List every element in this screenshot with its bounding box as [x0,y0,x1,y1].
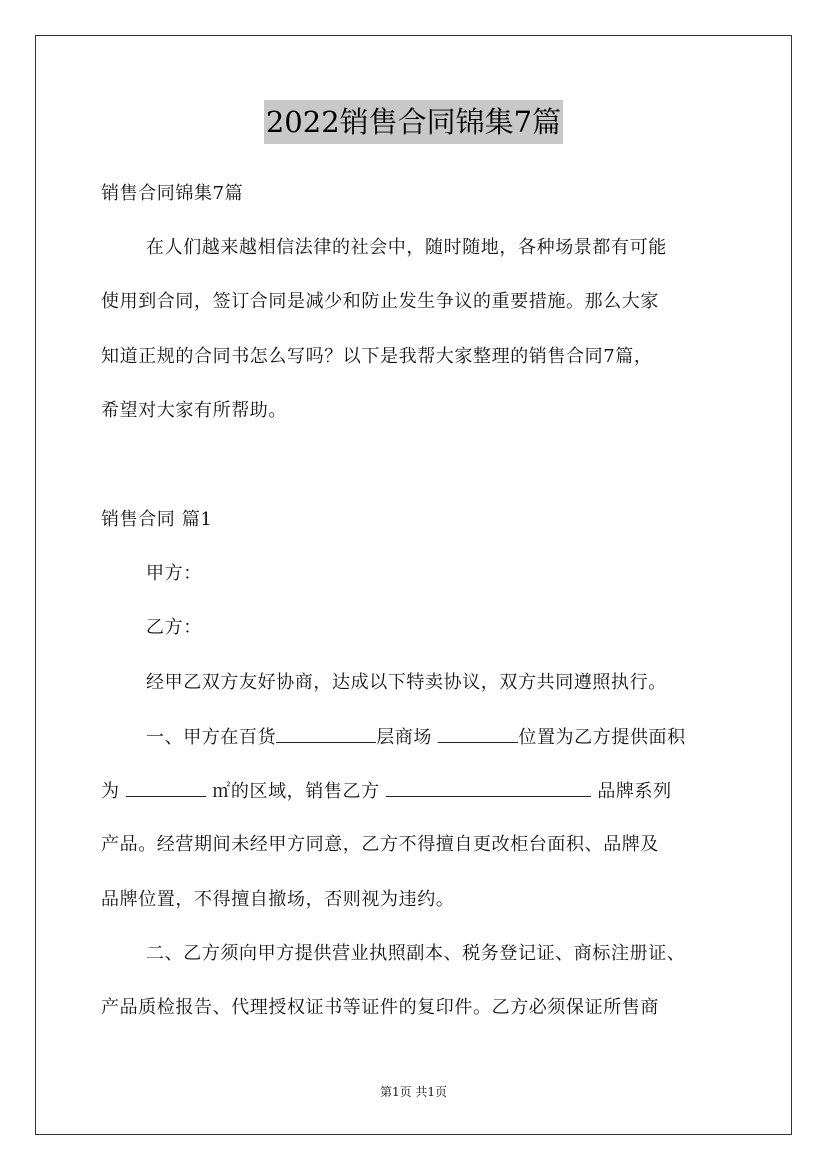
clause1-text-e: ㎡的区域，销售乙方 [212,781,380,802]
subtitle: 销售合同锦集7篇 [101,183,244,204]
clause1-text-d: 为 [101,781,120,802]
intro-line-2: 使用到合同，签订合同是减少和防止发生争议的重要措施。那么大家 [101,291,659,312]
document-title: 2022销售合同锦集7篇 [264,100,563,144]
clause2-line1: 二、乙方须向甲方提供营业执照副本、税务登记证、商标注册证、 [146,943,686,964]
clause1-text-f: 品牌系列 [597,781,672,802]
intro-line-3: 知道正规的合同书怎么写吗？以下是我帮大家整理的销售合同7篇， [101,346,653,367]
brand-blank [386,779,591,797]
clause1-line4: 品牌位置，不得擅自撤场，否则视为违约。 [101,889,455,910]
section-heading: 销售合同 篇1 [101,509,213,530]
agreement-line: 经甲乙双方友好协商，达成以下特卖协议，双方共同遵照执行。 [146,672,667,693]
title-container [0,100,827,144]
clause1-line3: 产品。经营期间未经甲方同意，乙方不得擅自更改柜台面积、品牌及 [101,834,659,855]
intro-line-1: 在人们越来越相信法律的社会中，随时随地，各种场景都有可能 [146,237,667,258]
clause1-text-b: 层商场 [376,727,433,748]
clause2-line2: 产品质检报告、代理授权证书等证件的复印件。乙方必须保证所售商 [101,997,659,1018]
location-blank [438,725,518,743]
page-footer: 第1页 共1页 [379,1085,448,1099]
area-blank [126,779,206,797]
intro-line-4: 希望对大家有所帮助。 [101,400,287,421]
party-b-line: 乙方： [146,617,202,638]
party-a-line: 甲方： [146,563,202,584]
clause1-text-a: 一、甲方在百货 [146,727,277,748]
clause1-line1 [146,725,686,750]
clause1-text-c: 位置为乙方提供面积 [518,727,686,748]
clause1-line2 [101,779,672,804]
floor-blank [276,725,376,743]
